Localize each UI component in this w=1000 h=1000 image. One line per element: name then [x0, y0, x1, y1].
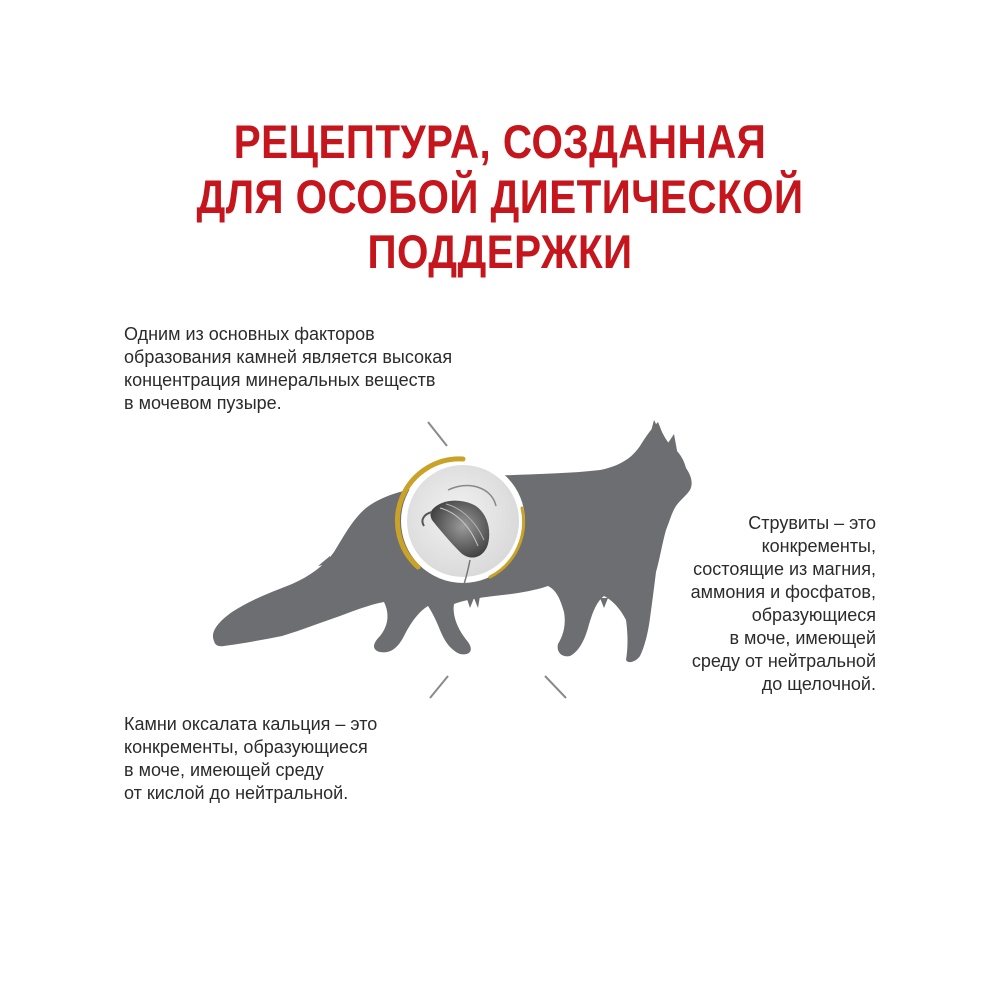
title-line-2: ДЛЯ ОСОБОЙ ДИЕТИЧЕСКОЙ	[196, 170, 804, 223]
callout-struvite-line-3: состоящие из магния,	[693, 559, 876, 579]
callout-minerals-line-3: концентрация минеральных веществ	[124, 370, 436, 390]
callout-oxalate-line-2: конкременты, образующиеся	[124, 737, 368, 757]
title-line-1: РЕЦЕПТУРА, СОЗДАННАЯ	[233, 115, 767, 168]
callout-minerals-line-2: образования камней является высокая	[124, 347, 453, 367]
callout-oxalate-line-1: Камни оксалата кальция – это	[124, 714, 378, 734]
bladder-inset	[397, 459, 525, 584]
title-line-3: ПОДДЕРЖКИ	[367, 225, 633, 278]
callout-struvite-line-6: в моче, имеющей	[729, 628, 876, 648]
leader-line-top	[124, 422, 447, 446]
callout-struvite-line-5: образующиеся	[751, 605, 876, 625]
callout-oxalate-line-4: от кислой до нейтральной.	[124, 783, 349, 803]
callout-minerals-line-4: в мочевом пузыре.	[124, 393, 282, 413]
callout-struvite-line-8: до щелочной.	[761, 674, 876, 694]
leader-line-right	[545, 676, 876, 698]
callout-struvite-line-1: Струвиты – это	[748, 513, 876, 533]
callout-oxalate-line-3: в моче, имеющей среду	[124, 760, 324, 780]
leader-line-bottom	[124, 676, 448, 698]
callout-minerals-line-1: Одним из основных факторов	[124, 324, 375, 344]
callout-struvite-line-2: конкременты,	[761, 536, 876, 556]
callout-struvite-line-7: среду от нейтральной	[691, 651, 876, 671]
callout-struvite-line-4: аммония и фосфатов,	[690, 582, 876, 602]
